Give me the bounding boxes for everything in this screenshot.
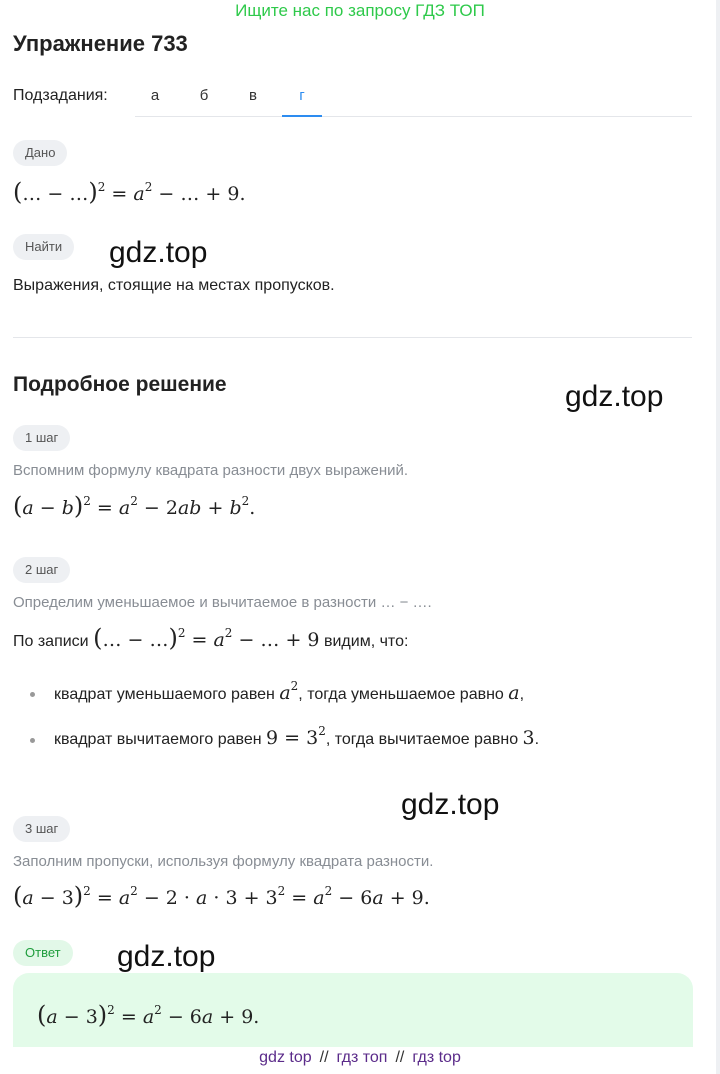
find-pill: Найти	[13, 234, 74, 260]
step2-bullet-1: квадрат уменьшаемого равен $a^2$, тогда уменьшаемое равно a,	[54, 679, 525, 704]
given-formula: (… − …)$^2$ = $a^2$ − … + 9.	[13, 178, 246, 206]
watermark: gdz.top	[117, 940, 216, 973]
step2-intro: По записи (… − …)$^2$ = $a^2$ − … + 9 видим, что:	[13, 624, 409, 652]
footer-separator: //	[395, 1049, 405, 1066]
search-banner: Ищите нас по запросу ГДЗ ТОП	[235, 1, 485, 20]
watermark: gdz.top	[401, 788, 500, 821]
footer-link[interactable]: гдз топ	[336, 1049, 388, 1066]
section-divider	[13, 337, 692, 338]
step2-hint: Определим уменьшаемое и вычитаемое в разности … − ….	[13, 594, 432, 611]
step3-hint: Заполним пропуски, используя формулу квадрата разности.	[13, 853, 434, 870]
subtasks-label: Подзадания:	[13, 87, 108, 104]
watermark: gdz.top	[109, 236, 208, 269]
answer-box	[13, 973, 693, 1047]
tab-v[interactable]: в	[249, 87, 257, 104]
footer-link[interactable]: гдз top	[412, 1049, 461, 1066]
answer-formula: $(a - 3)^2 = a^2 - 6a + 9$.	[37, 1001, 260, 1029]
given-pill: Дано	[13, 140, 67, 166]
step2-pill: 2 шаг	[13, 557, 70, 583]
tab-g[interactable]: г	[282, 76, 322, 117]
footer-links	[0, 1049, 720, 1067]
footer-separator: //	[319, 1049, 329, 1066]
footer-link[interactable]: gdz top	[259, 1049, 312, 1066]
bullet-marker	[30, 692, 35, 697]
step2-bullet-2: квадрат вычитаемого равен $9 = 3^2$, тогда вычитаемое равно 3.	[54, 724, 540, 749]
step1-formula: $(a - b)^2 = a^2 - 2ab + b^2$.	[13, 492, 256, 520]
watermark: gdz.top	[565, 380, 664, 413]
tab-a[interactable]: а	[150, 87, 160, 104]
step3-formula: $(a - 3)^2 = a^2 - 2 \cdot a \cdot 3 + 3^2 = a^2 - 6a + 9$.	[13, 882, 430, 910]
bullet-marker	[30, 738, 35, 743]
find-text: Выражения, стоящие на местах пропусков.	[13, 277, 335, 294]
step1-pill: 1 шаг	[13, 425, 70, 451]
page-title: Упражнение 733	[13, 31, 188, 56]
answer-pill: Ответ	[13, 940, 73, 966]
tab-b[interactable]: б	[199, 87, 209, 104]
subtask-tabs	[135, 76, 692, 117]
step3-pill: 3 шаг	[13, 816, 70, 842]
step1-hint: Вспомним формулу квадрата разности двух выражений.	[13, 462, 409, 479]
scrollbar-track[interactable]	[716, 0, 720, 1074]
solution-title: Подробное решение	[13, 373, 227, 396]
